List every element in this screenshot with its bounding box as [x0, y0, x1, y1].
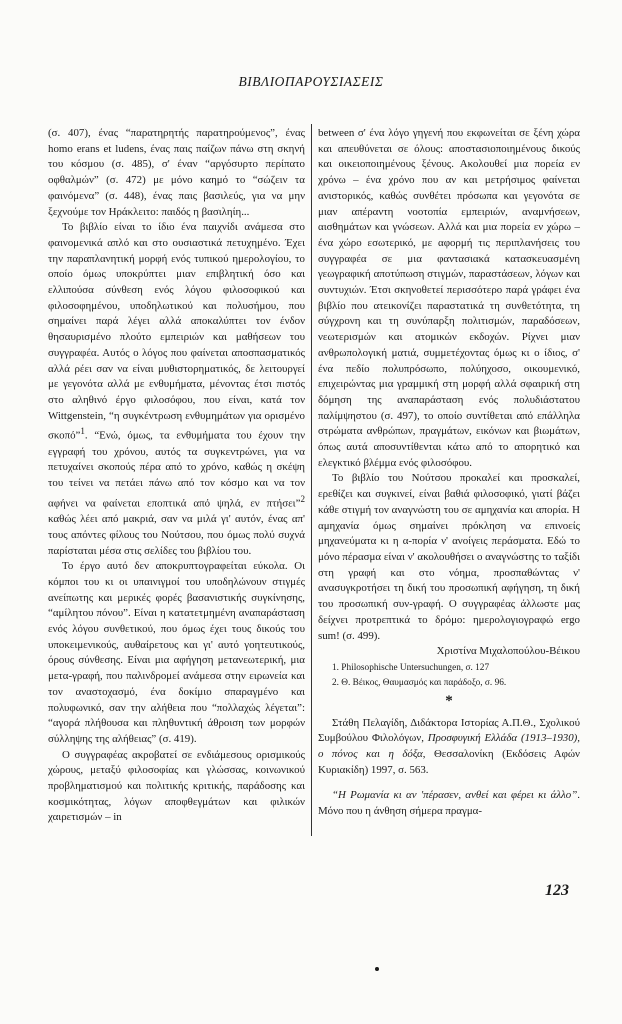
author-signature: Χριστίνα Μιχαλοπούλου-Βέικου: [436, 645, 580, 658]
review-heading: [318, 716, 580, 779]
right-column: [318, 126, 580, 820]
footnotes: [318, 661, 580, 692]
review-author: Στάθη Πελαγίδη, Διδάκτορα Ιστορίας Α.Π.Θ., Σχολικού Συμβούλου Φιλολόγων,: [318, 716, 580, 745]
page-number: 123: [545, 882, 569, 899]
paragraph: Το βιβλίο του Νούτσου προκαλεί και προσκαλεί, ερεθίζει και συγκινεί, είναι βαθιά φιλοσοφικό, γιατί βάζει κάθε στιγμή τον αναγνώστη του σε αμηχανία και απορία. Η αμηχανία όμως σημαίνει πρόκληση να επινοείς μηχανεύματα κι η α-πορία ν' ανοίγεις περάσματα. Εδώ το μόνο πέρασμα είναι ν' ακολουθήσει ο αναγνώστης το ταξίδι στη γραφή και στο νόημα, προσπαθώντας ν' ανασυγκροτήσει τη δική του προσωπική αφήγηση, τη δική του προσωπική συν-γραφή. Ο συγγραφέας άλλωστε μας δείχνει προτρεπτικά το δρόμο: ημερολογιογραφώ ergo sum! (σ. 499).: [318, 472, 580, 642]
paragraph: (σ. 407), ένας “παρατηρητής παρατηρούμενος”, ένας homo erans et ludens, ένας παις παίζων πάνω στη σκηνή του κόσμου (σ. 485), σ' έναν “αργόσυρτο περίπατο οφθαλμών” (σ. 472) με μόνο καημό το “σώζειν τα φαινόμενα” (σ. 448), ένας παις βασιλεύς, για να μην ξεχνούμε τον Ηράκλειτο: παιδός η βασιληίη...: [48, 127, 305, 218]
running-header: ΒΙΒΛΙΟΠΑΡΟΥΣΙΑΣΕΙΣ: [238, 74, 384, 89]
review-book-title: Προσφυγική Ελλάδα (1913–1930), ο πόνος και η δόξα: [318, 732, 580, 761]
print-speck: [375, 967, 379, 971]
paragraph: Ο συγγραφέας ακροβατεί σε ενδιάμεσους ορισμικούς χώρους, μεταξύ φιλοσοφίας και γλώσσας, κοινωνικού προβληματισμού και πολιτικής κριτικής, παράδοσης και κοσμικότητας, λόγων αποφθεγμάτων και φιλικών χαιρετισμών – in: [48, 748, 305, 824]
footnote-ref: 2: [300, 493, 305, 504]
paragraph: [48, 220, 305, 559]
review-publication: , Θεσσαλονίκη (Εκδόσεις Αφών Κυριακίδη) 1997, σ. 563.: [318, 748, 580, 776]
quote: “Η Ρωμανία κι αν 'πέρασεν, ανθεί και φέρει κι άλλο”: [332, 789, 578, 802]
footnote: 2. Θ. Βέικος, Θαυμασμός και παράδοξο, σ. 96.: [332, 678, 507, 689]
left-column: [48, 126, 305, 826]
paragraph-text: Το βιβλίο είναι το ίδιο ένα παιχνίδι ανάμεσα στο φαινομενικά απλό και στο ουσιαστικά πετυχημένο. Έχει την παραπλανητική μορφή ενός τυπικού ημερολογίου, το οποίο όμως υποκρύπτει μιαν επιβλητική όσο και ελλιπούσα σύνθεση ενός λόγου φιλοσοφικού και φιλοσοφημένου, υποδηλωτικού και πολυσήμου, που σημαίνει παρά λέγει αλλά αποκαλύπτει τον ένδον θησαυρισμένο πλούτο εμπειριών και μαθήσεων του συγγραφέα. Αυτός ο λόγος που φαίνεται αποσπασματικός αλλά ρέει σαν να είναι μυθιστορηματικός, δε λειτουργεί με γεγονότα αλλά με ενθυμήματα, μένοντας έτσι πιστός στο αληθινό έργο φιλοσόφου, που είναι, κατά τον Wittgenstein, “η συγκέντρωση ενθυμημάτων για ορισμένο σκοπό”: [48, 221, 305, 442]
paragraph-text: καθώς λέει από μακριά, σαν να μιλά γι' αυτόν, ένας απ' τους απόντες φίλους του Νούτσου, που όμως πολύ συχνά παρίσταται μέσα στις σελίδες του βιβλίου του.: [48, 513, 305, 557]
footnote: 1. Philosophische Untersuchungen, σ. 127: [332, 662, 490, 673]
paragraph-text: . Μόνο που η άνθηση σήμερα πραγμα-: [318, 789, 580, 818]
paragraph: Το έργο αυτό δεν αποκρυπτογραφείται εύκολα. Οι κόμποι του κι οι υπαινιγμοί του υποδηλώνουν στιγμές ανείπωτης και μερικές φορές βασανιστικής συγκίνησης, “αμίλητου πόνου”. Είναι η κατατετμημένη αναπαράσταση ενός λόγου συνθετικού, που όμως έχει τους δικούς του υποκειμενικούς, αυθαίρετους και γι' αυτό γοητευτικούς, όρους σύνθεσης. Είναι μια αφήγηση μετανεωτερική, μια μετα-γραφή, που παλινδρομεί ανάμεσα στην ειρωνεία και τον αναστοχασμό, ένα δοκίμιο σπαραγμένο και πολυφωνικό, σαν την αλήθεια που “πολλαχώς λέγεται”: “αγορά πλήθουσα και πληθυντική άθροιση των μορφών σύλληψης της αλήθειας” (σ. 419).: [48, 560, 305, 745]
column-divider: [311, 124, 312, 836]
paragraph: [318, 788, 580, 819]
paragraph-text: . “Ενώ, όμως, τα ενθυμήματα του έχουν την εγγραφή του χρόνου, αυτός τα συγκεντρώνει, για να πετυχαίνει σκοπούς πέρα από το χρόνο, καθώς η σκέψη του τείνει να πετάει πάνω από τον κόσμο και να τον αφήνει να φαίνεται εποπτικά από ψηλά, εν πτήσει”: [48, 429, 305, 510]
section-separator: *: [445, 692, 453, 709]
footnote-ref: 1: [80, 426, 85, 437]
paragraph: between σ' ένα λόγο γηγενή που εκφωνείται σε ξένη χώρα και απευθύνεται σε όλους: αποστασιοποιημένους δικούς και οικειοποιημένους ξένους. Ακολουθεί μια πορεία εν χρόνω – ένα χρόνο που αν και μετρήσιμος φαίνεται ανιστορικός, καθώς συνθέτει πρόσωπα και γεγονότα σε μιαν απέραντη νοοτοπία εμπειριών, αναμνήσεων, αισθημάτων και γνώσεων. Αλλά και μια πορεία εν χώρω – ένα χώρο εσωτερικό, με αφορμή τις περιπλανήσεις του συγγραφέα σε μια φαντασιακά κατασκευασμένη γεωγραφική αποτύπωση στιγμών, παραστάσεων, λόγων και συντυχιών. Έτσι σκηνοθετεί περισσότερο παρά γράφει ένα βιβλίο που ατεικονίζει παραστατικά τη συνθετότητα, τη σύγχρονη και τη συνύπαρξη πολιτισμών, παραδόσεων, νεωτερισμών και ατομικών εκδοχών. Ρίχνει μιαν ανθρωπολογική ματιά, συμμετέχοντας όμως κι ο ίδιος, σ' ένα πεδίο πολυπρόσωπο, πολύηχοσο, οικουμενικό, επιχειρώντας μια γραμμική στη μορφή αλλά σφαιρική στη δόμηση της αναπαράσταση ενός πολυδιάστατου παλίμψηστου (σ. 497), το οποίο συντίθεται από επάλληλα στρώματα ανθρώπων, πραγμάτων, εικόνων και βιωμάτων, όπως αυτά αποσυντίθενται κάτω από το απορητικό και ελεγκτικό βλέμμα ενός φιλοσόφου.: [318, 127, 580, 469]
